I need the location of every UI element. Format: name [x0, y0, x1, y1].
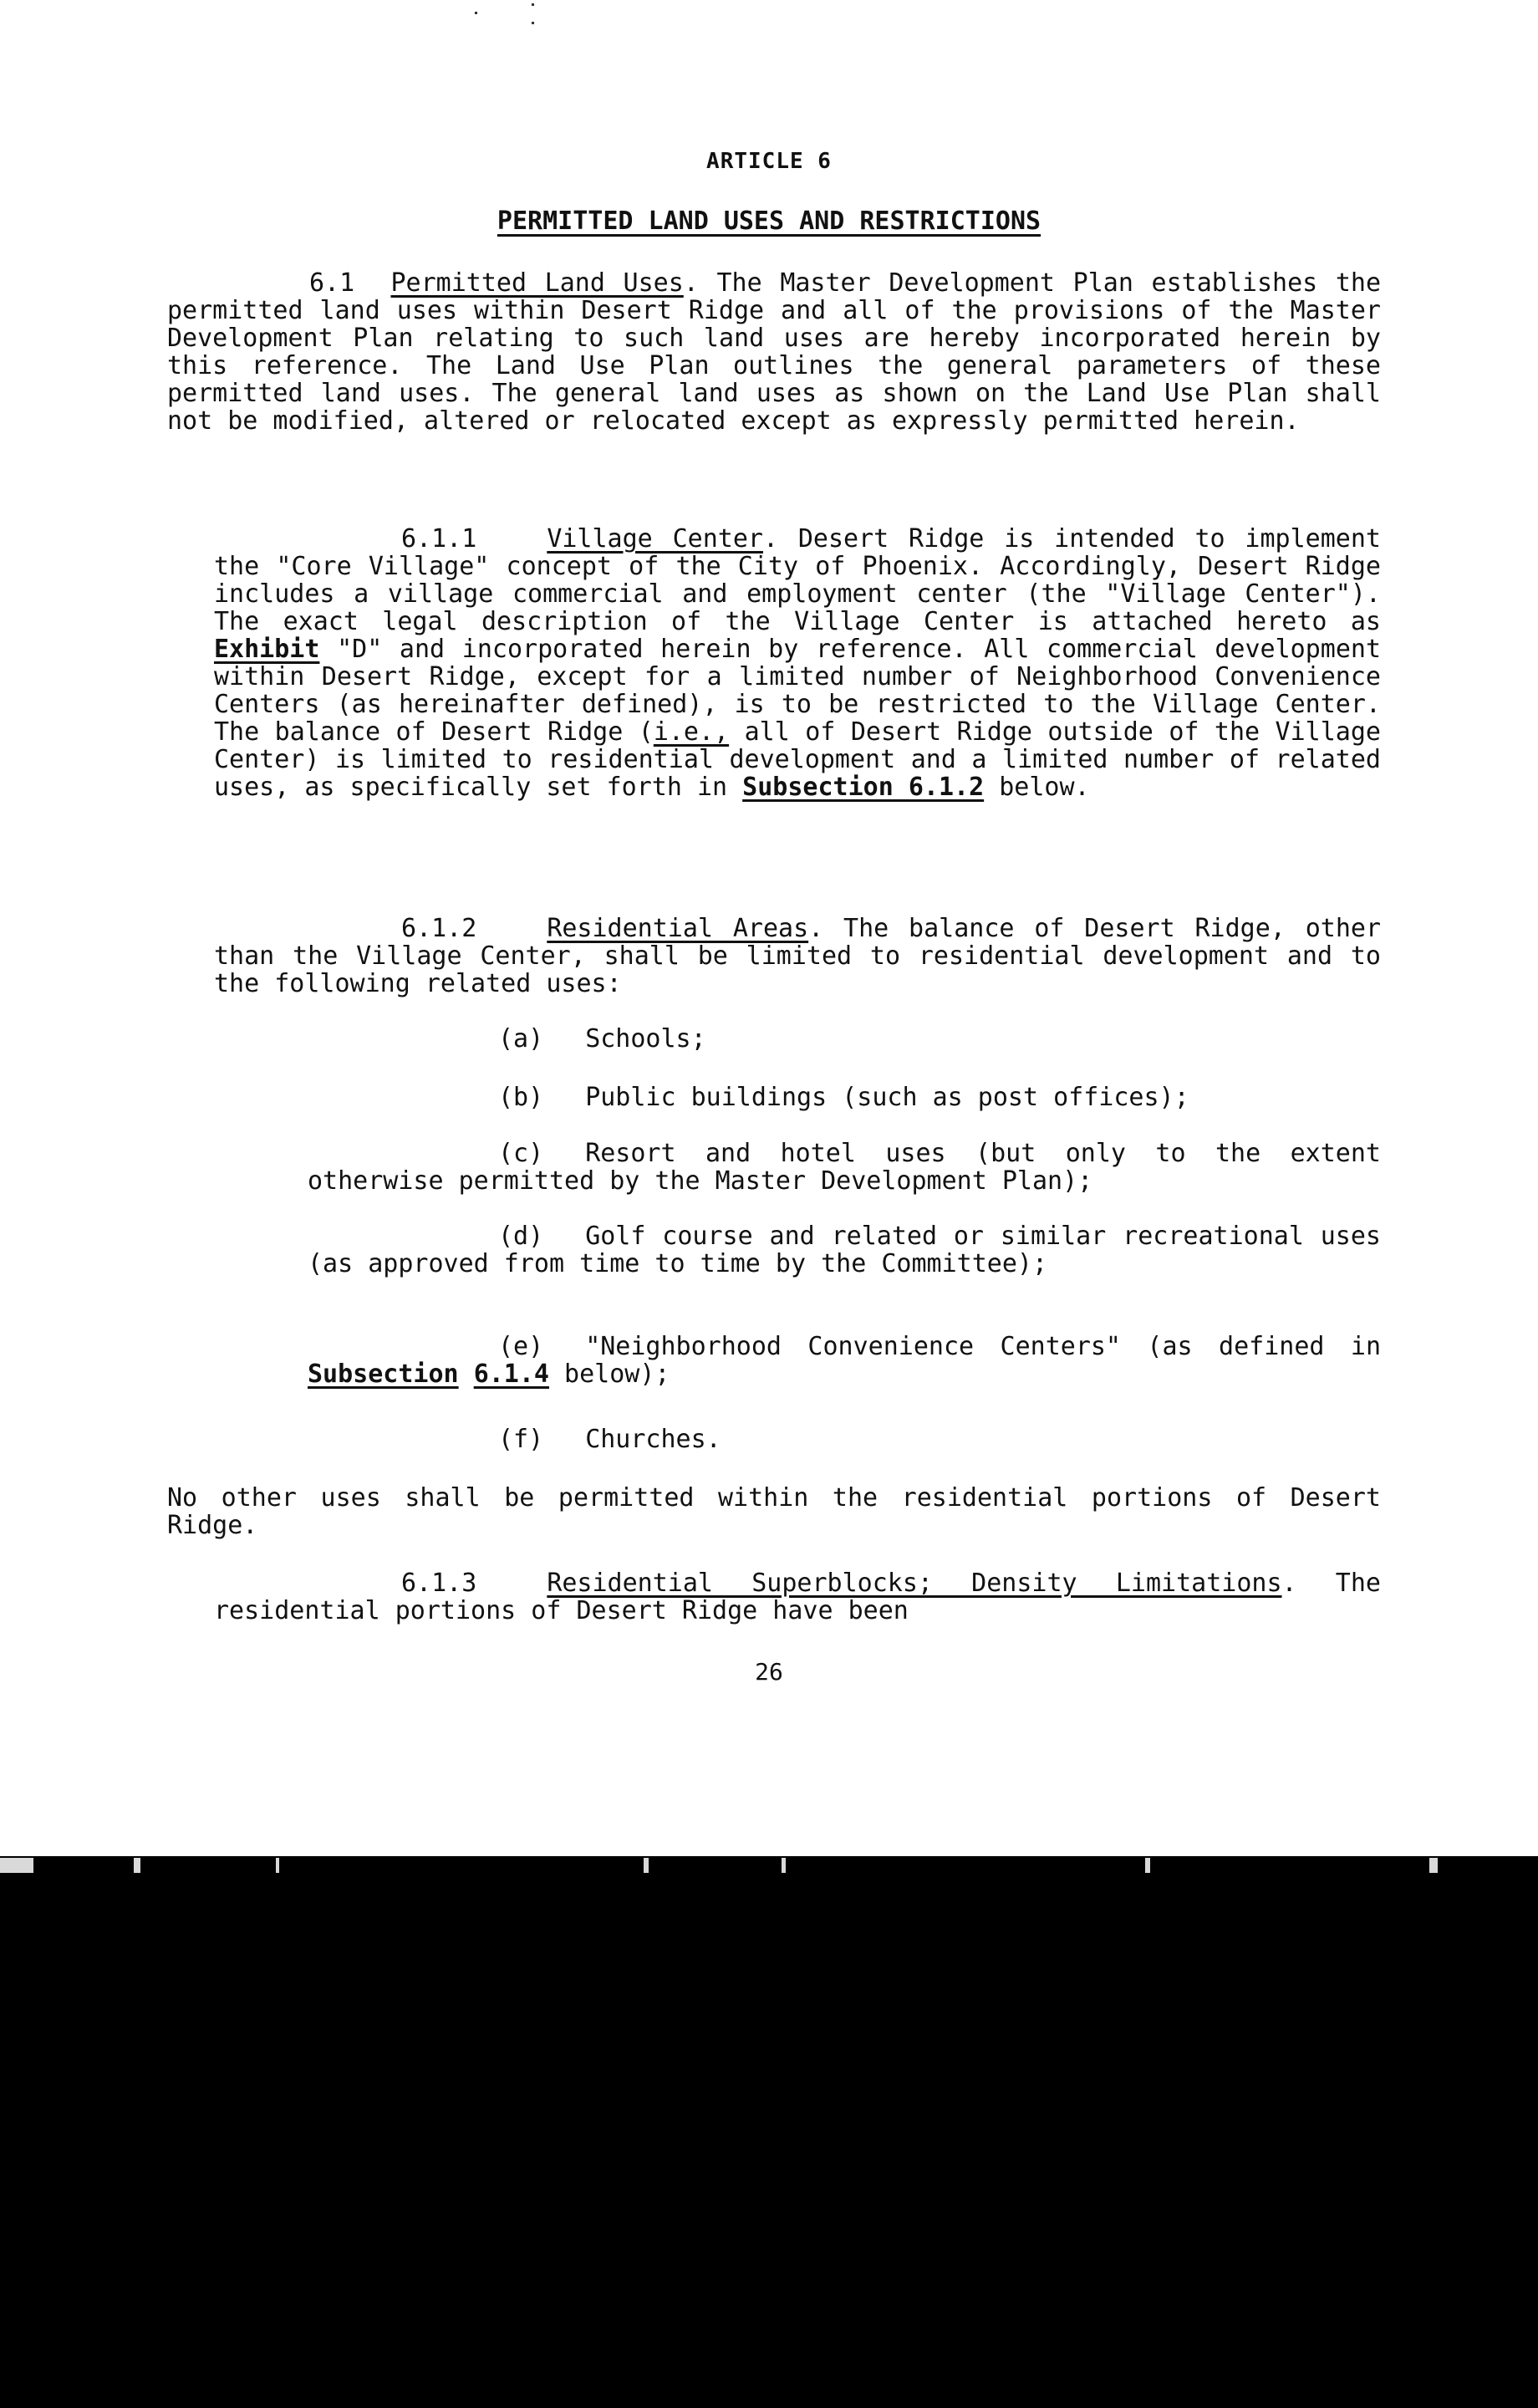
item-text: Public buildings (such as post offices); [585, 1083, 1189, 1112]
section-number: 6.1 [309, 268, 355, 298]
ie-abbrev: i.e., [653, 717, 730, 747]
subsection-reference: Subsection 6.1.2 [742, 773, 985, 802]
no-other-uses-paragraph: No other uses shall be permitted within the residential portions of Desert Ridge. [167, 1483, 1381, 1540]
section-number: 6.1.3 [401, 1569, 477, 1598]
section-heading: Permitted Land Uses [390, 268, 684, 298]
scan-noise [134, 1858, 140, 1873]
item-text: Churches. [585, 1425, 721, 1454]
section-6-1-1 [214, 525, 1381, 801]
section-text: . The Master Development Plan establishes the permitted land uses within Desert Ridge and all of the provisions of the Master Development Plan relating to such land uses are hereby incorporated herein by this reference. The Land Use Plan outlines the general parameters of these permitted land uses. The general land uses as shown on the Land Use Plan shall not be modified, altered or relocated except as expressly permitted herein. [167, 268, 1382, 436]
section-text-c: all of Desert Ridge outside of the Village Center) is limited to residential development and a limited number of related uses, as specifically set forth in [214, 717, 1381, 802]
exhibit-link: Exhibit [214, 635, 320, 664]
item-label: (d) [498, 1222, 544, 1251]
article-label: ARTICLE 6 [706, 149, 832, 174]
list-item [308, 1025, 1381, 1053]
list-item [308, 1084, 1381, 1111]
scan-noise [0, 1858, 33, 1873]
item-text: Schools; [585, 1024, 706, 1054]
list-item [308, 1333, 1381, 1388]
item-text-end: below); [549, 1360, 670, 1389]
article-title: PERMITTED LAND USES AND RESTRICTIONS [497, 207, 1041, 236]
section-6-1-3 [214, 1569, 1381, 1625]
list-item [308, 1140, 1381, 1195]
section-text: . Desert Ridge is intended to implement the "Core Village" concept of the City of Phoenix. Accordingly, Desert Ridge includes a village commercial and employment center (the "Village Center"). The exact legal description of the Village Center is attached hereto as [214, 524, 1381, 636]
section-text-d: below. [984, 773, 1090, 802]
section-text: . The residential portions of Desert Ridge have been [214, 1569, 1381, 1625]
item-label: (c) [498, 1139, 544, 1168]
scan-noise [644, 1858, 649, 1873]
subsection-number: 6.1.4 [473, 1360, 549, 1389]
item-label: (b) [498, 1083, 544, 1112]
list-item [308, 1222, 1381, 1278]
section-heading: Village Center [547, 524, 763, 554]
section-6-1-2 [214, 915, 1381, 997]
section-number: 6.1.1 [401, 524, 477, 554]
scan-noise [1429, 1858, 1438, 1873]
item-text: Resort and hotel uses (but only to the extent otherwise permitted by the Master Development Plan); [308, 1139, 1381, 1196]
scan-border [0, 1856, 1538, 2408]
item-text: "Neighborhood Convenience Centers" (as defined in [585, 1332, 1381, 1361]
section-text: . The balance of Desert Ridge, other than the Village Center, shall be limited to residential development and to the following related uses: [214, 914, 1382, 998]
section-6-1 [167, 269, 1381, 435]
section-number: 6.1.2 [401, 914, 477, 943]
item-label: (f) [498, 1425, 544, 1454]
scan-noise [276, 1858, 279, 1873]
item-label: (e) [498, 1332, 544, 1361]
section-heading: Residential Areas [547, 914, 809, 943]
section-heading: Residential Superblocks; Density Limitations [547, 1569, 1282, 1598]
scan-noise [1145, 1858, 1150, 1873]
scan-noise [782, 1858, 786, 1873]
item-label: (a) [498, 1024, 544, 1054]
list-item [308, 1426, 1381, 1453]
subsection-reference: Subsection [308, 1360, 459, 1389]
item-text: Golf course and related or similar recreational uses (as approved from time to time by the Committee); [308, 1222, 1381, 1278]
page-number: 26 [755, 1658, 783, 1686]
section-text-b: "D" and incorporated herein by reference. All commercial development within Desert Ridge, except for a limited number of Neighborhood Convenience Centers (as hereinafter defined), is to be restricted to the Village Center. The balance of Desert Ridge ( [214, 635, 1381, 747]
